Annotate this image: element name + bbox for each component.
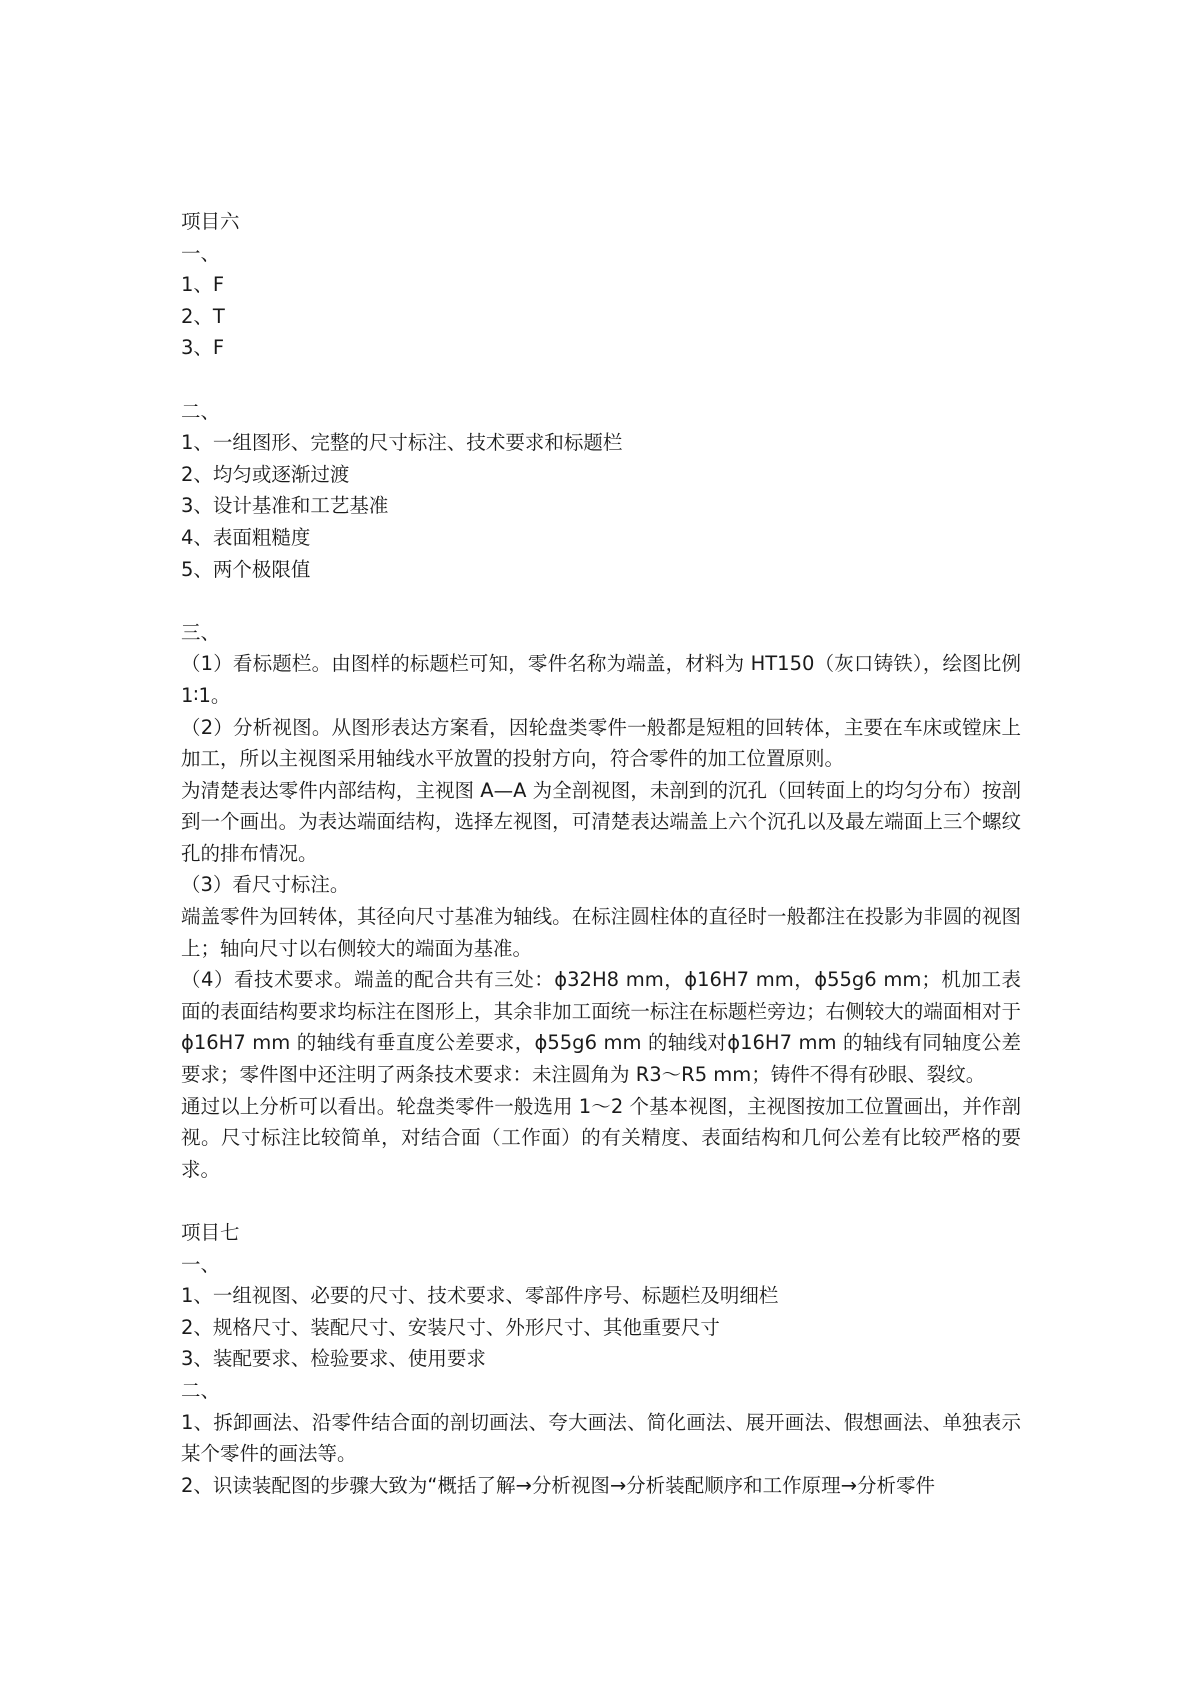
analysis-paragraph: （2）分析视图。从图形表达方案看，因轮盘类零件一般都是短粗的回转体，主要在车床或镗床上加工，所以主视图采用轴线水平放置的投射方向，符合零件的加工位置原则。	[181, 715, 1021, 771]
project-seven-part-two-heading: 二、	[181, 1378, 221, 1402]
answer-item: 1、F	[181, 273, 225, 297]
analysis-paragraph: 为清楚表达零件内部结构，主视图 A—A 为全剖视图，未剖到的沉孔（回转面上的均匀分布）按剖到一个画出。为表达端面结构，选择左视图，可清楚表达端盖上六个沉孔以及最左端面上三个螺纹孔的排布情况。	[181, 778, 1021, 865]
project-six-part-one-heading: 一、	[181, 241, 221, 265]
blank-line	[181, 1185, 1021, 1217]
answer-item: 2、均匀或逐渐过渡	[181, 462, 350, 486]
answer-item: 4、表面粗糙度	[181, 525, 311, 549]
document-body	[181, 206, 1021, 1501]
answer-item: 1、一组视图、必要的尺寸、技术要求、零部件序号、标题栏及明细栏	[181, 1284, 779, 1308]
project-six-part-three-heading: 三、	[181, 620, 221, 644]
answer-item: 3、设计基准和工艺基准	[181, 494, 389, 518]
analysis-paragraph: （3）看尺寸标注。	[181, 873, 350, 897]
answer-item: 3、F	[181, 336, 225, 360]
analysis-paragraph: （4）看技术要求。端盖的配合共有三处：ϕ32H8 mm，ϕ16H7 mm，ϕ55g6 mm；机加工表面的表面结构要求均标注在图形上，其余非加工面统一标注在标题栏旁边；右侧较大的端面相对于ϕ16H7 mm 的轴线有垂直度公差要求，ϕ55g6 mm 的轴线对ϕ16H7 mm 的轴线有同轴度公差要求；零件图中还注明了两条技术要求：未注圆角为 R3～R5 mm；铸件不得有砂眼、裂纹。	[181, 968, 1021, 1087]
project-six-part-two-heading: 二、	[181, 399, 221, 423]
analysis-paragraph: 通过以上分析可以看出。轮盘类零件一般选用 1～2 个基本视图，主视图按加工位置画出，并作剖视。尺寸标注比较简单，对结合面（工作面）的有关精度、表面结构和几何公差有比较严格的要求。	[181, 1094, 1021, 1181]
answer-item: 1、一组图形、完整的尺寸标注、技术要求和标题栏	[181, 431, 623, 455]
answer-item: 2、识读装配图的步骤大致为“概括了解→分析视图→分析装配顺序和工作原理→分析零件	[181, 1473, 936, 1497]
answer-item: 2、规格尺寸、装配尺寸、安装尺寸、外形尺寸、其他重要尺寸	[181, 1315, 720, 1339]
blank-line	[181, 585, 1021, 617]
project-seven-part-one-heading: 一、	[181, 1252, 221, 1276]
analysis-paragraph: 端盖零件为回转体，其径向尺寸基准为轴线。在标注圆柱体的直径时一般都注在投影为非圆的视图上；轴向尺寸以右侧较大的端面为基准。	[181, 905, 1021, 960]
blank-line	[181, 364, 1021, 396]
project-seven-title: 项目七	[181, 1221, 240, 1244]
analysis-paragraph: （1）看标题栏。由图样的标题栏可知，零件名称为端盖，材料为 HT150（灰口铸铁），绘图比例 1∶1。	[181, 652, 1021, 707]
answer-item: 5、两个极限值	[181, 557, 311, 581]
answer-item: 2、T	[181, 304, 225, 328]
answer-item: 1、拆卸画法、沿零件结合面的剖切画法、夸大画法、简化画法、展开画法、假想画法、单独表示某个零件的画法等。	[181, 1410, 1021, 1466]
project-six-title: 项目六	[181, 210, 240, 233]
answer-item: 3、装配要求、检验要求、使用要求	[181, 1347, 486, 1371]
